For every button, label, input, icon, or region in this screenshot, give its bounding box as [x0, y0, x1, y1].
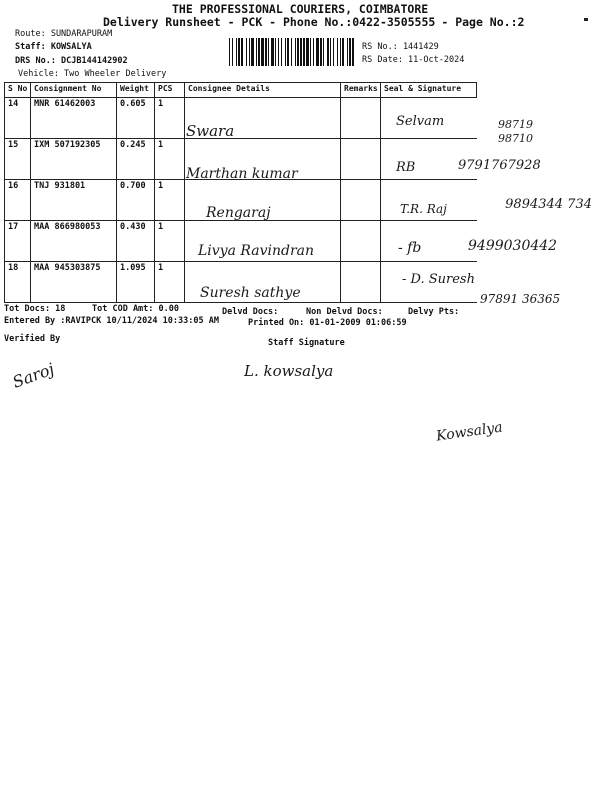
pcs-cell: 1 [155, 98, 185, 139]
sno-cell: 14 [5, 98, 31, 139]
corner-mark [584, 18, 588, 21]
barcode-image [229, 38, 355, 66]
handwritten-consignee: Rengaraj [206, 205, 271, 221]
col-weight: Weight [117, 83, 155, 98]
consignment-cell: MAA 866980053 [31, 221, 117, 262]
non-delivered-docs: Non Delvd Docs: [306, 307, 383, 317]
consignment-cell: TNJ 931801 [31, 180, 117, 221]
entered-by: Entered By :RAVIPCK 10/11/2024 10:33:05 AM [4, 316, 219, 326]
route-label: Route: SUNDARAPURAM [15, 29, 113, 39]
consignment-cell: MNR 61462003 [31, 98, 117, 139]
weight-cell: 0.430 [117, 221, 155, 262]
col-pcs: PCS [155, 83, 185, 98]
remarks-cell [341, 180, 381, 221]
handwritten-phone: 9499030442 [468, 238, 558, 254]
pcs-cell: 1 [155, 262, 185, 303]
handwritten-consignee: Swara [186, 122, 235, 140]
drs-number: DRS No.: DCJB144142902 [15, 56, 128, 66]
recipient-signature: RB [396, 160, 416, 175]
pcs-cell: 1 [155, 221, 185, 262]
verified-by-label: Verified By [4, 334, 61, 344]
consignment-cell: IXM 507192305 [31, 139, 117, 180]
remarks-cell [341, 262, 381, 303]
handwritten-phone: 98719 98710 [498, 118, 533, 145]
recipient-signature: T.R. Raj [400, 202, 447, 216]
runsheet-title [103, 15, 524, 29]
printed-on: Printed On: 01-01-2009 01:06:59 [248, 318, 407, 328]
runsheet-title-text: Delivery Runsheet - PCK - Phone No.:0422-3505555 [103, 15, 436, 29]
pcs-cell: 1 [155, 180, 185, 221]
recipient-signature: - D. Suresh [402, 272, 475, 287]
verifier-signature: Saroj [10, 359, 57, 392]
sno-cell: 15 [5, 139, 31, 180]
total-docs: Tot Docs: 18 [4, 304, 66, 314]
recipient-signature: - fb [398, 240, 422, 256]
extra-signature: Kowsalya [435, 419, 504, 445]
delivered-docs: Delvd Docs: [222, 307, 279, 317]
handwritten-phone: 9791767928 [458, 158, 541, 173]
staff-signature: L. kowsalya [244, 362, 334, 380]
sno-cell: 17 [5, 221, 31, 262]
company-name: THE PROFESSIONAL COURIERS, COIMBATORE [172, 2, 429, 16]
signature-cell [381, 221, 477, 262]
sno-cell: 16 [5, 180, 31, 221]
recipient-signature: Selvam [396, 114, 445, 129]
sno-cell: 18 [5, 262, 31, 303]
pcs-cell: 1 [155, 139, 185, 180]
staff-signature-label: Staff Signature [268, 338, 345, 348]
weight-cell: 0.605 [117, 98, 155, 139]
vehicle-label: Vehicle: Two Wheeler Delivery [18, 69, 167, 79]
handwritten-phone: 9894344 734 [505, 197, 592, 212]
delivery-points: Delvy Pts: [408, 307, 460, 317]
remarks-cell [341, 221, 381, 262]
weight-cell: 1.095 [117, 262, 155, 303]
handwritten-phone: 97891 36365 [480, 292, 561, 306]
staff-label: Staff: KOWSALYA [15, 42, 92, 52]
weight-cell: 0.700 [117, 180, 155, 221]
col-consignee: Consignee Details [185, 83, 341, 98]
remarks-cell [341, 98, 381, 139]
col-signature: Seal & Signature [381, 83, 477, 98]
handwritten-consignee: Livya Ravindran [198, 243, 315, 259]
page-number: - Page No.:2 [441, 15, 525, 29]
handwritten-consignee: Suresh sathye [200, 285, 301, 301]
col-consignment: Consignment No [31, 83, 117, 98]
total-cod-amount: Tot COD Amt: 0.00 [92, 304, 179, 314]
col-remarks: Remarks [341, 83, 381, 98]
weight-cell: 0.245 [117, 139, 155, 180]
rs-date: RS Date: 11-Oct-2024 [362, 55, 465, 65]
rs-number: RS No.: 1441429 [362, 42, 439, 52]
remarks-cell [341, 139, 381, 180]
handwritten-consignee: Marthan kumar [186, 166, 298, 182]
col-sno: S No [5, 83, 31, 98]
table-header-row [5, 83, 477, 98]
consignment-cell: MAA 945303875 [31, 262, 117, 303]
